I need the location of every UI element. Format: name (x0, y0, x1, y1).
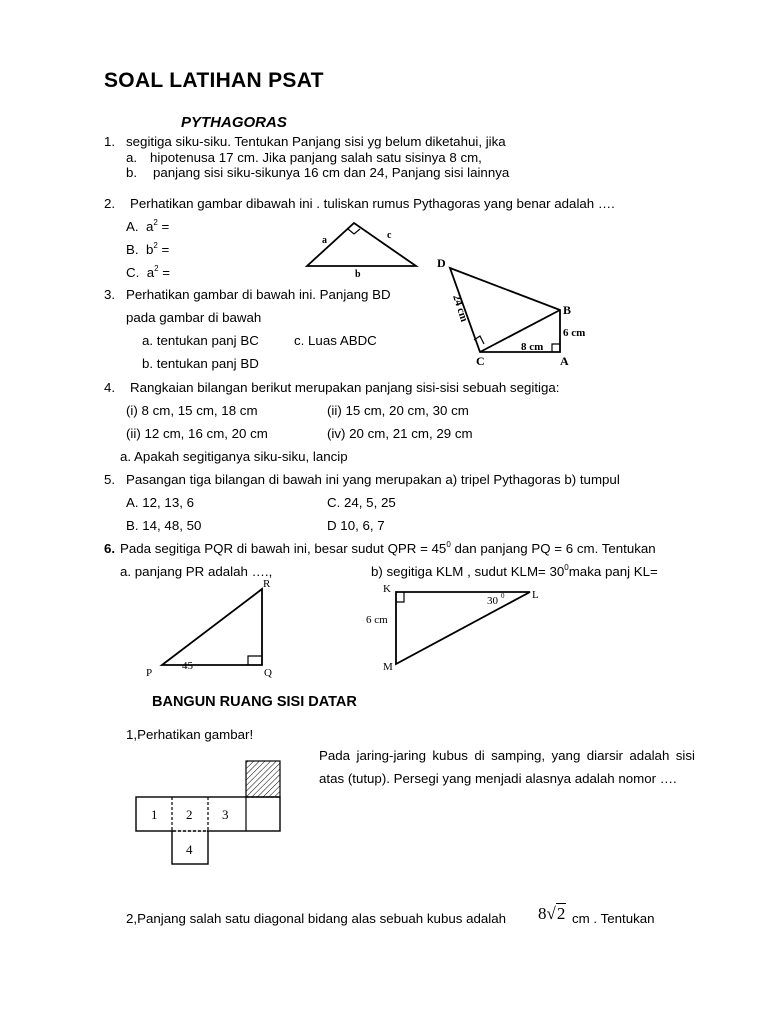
option-label: C. (126, 265, 140, 280)
q3-b: b. tentukan panj BD (142, 356, 259, 371)
b1-paragraph: Pada jaring-jaring kubus di samping, yang diarsir adalah sisi atas (tutup). Persegi yang menjadi alasnya adalah nomor …. (319, 748, 695, 786)
angle-label-30: 30 (487, 595, 498, 607)
q6-text (120, 541, 656, 556)
q5-option-a: A. 12, 13, 6 (126, 495, 195, 510)
q6-b-pre: b) segitiga KLM , sudut KLM= 30 (371, 564, 565, 579)
q1-a-text: hipotenusa 17 cm. Jika panjang salah satu sisinya 8 cm, (150, 150, 482, 165)
side-label-a: a (322, 235, 327, 246)
option-eq: = (161, 219, 170, 234)
q4-item-iv: (iv) 20 cm, 21 cm, 29 cm (327, 426, 473, 441)
q4-question-a: a. Apakah segitiganya siku-siku, lancip (120, 449, 348, 464)
q1-number: 1. (104, 134, 116, 149)
triangle-pqr (162, 589, 262, 665)
q4-item-iii: (ii) 12 cm, 16 cm, 20 cm (126, 426, 268, 441)
triangle-klm (396, 592, 530, 664)
q1-b-label: b. (126, 165, 138, 180)
q4-text: Rangkaian bilangan berikut merupakan panjang sisi-sisi sebuah segitiga: (130, 380, 560, 395)
right-angle-mark-k (396, 592, 404, 602)
q2-triangle-figure (302, 218, 422, 280)
vertex-q: Q (264, 667, 272, 679)
vertex-r: R (263, 578, 271, 590)
q1-b-text: panjang sisi siku-sikunya 16 cm dan 24, Panjang sisi lainnya (153, 165, 510, 180)
vertex-m: M (383, 661, 393, 673)
q6-b-post: maka panj KL= (568, 564, 658, 579)
option-var: a (145, 219, 154, 234)
degree-mark: 0 (564, 563, 569, 572)
option-eq: = (161, 242, 170, 257)
q3-quadrilateral-figure (432, 252, 592, 370)
vertex-d: D (437, 256, 446, 270)
q6-triangle-pqr (140, 576, 290, 680)
radicand: 2 (556, 904, 566, 923)
q2-option-b (126, 242, 169, 257)
q6-triangle-klm (362, 580, 552, 674)
vertex-k: K (383, 583, 391, 595)
section-heading-bangun-ruang: BANGUN RUANG SISI DATAR (152, 694, 357, 710)
q6-b (371, 564, 658, 579)
q4-item-ii: (ii) 15 cm, 20 cm, 30 cm (327, 403, 469, 418)
option-exp: 2 (153, 218, 158, 227)
q5-text: Pasangan tiga bilangan di bawah ini yang merupakan a) tripel Pythagoras b) tumpul (126, 472, 620, 487)
b1-label: 1,Perhatikan gambar! (126, 727, 254, 742)
b2-text-pre: 2,Panjang salah satu diagonal bidang alas sebuah kubus adalah (126, 911, 507, 926)
q2-text: Perhatikan gambar dibawah ini . tuliskan rumus Pythagoras yang benar adalah …. (130, 196, 615, 211)
option-eq: = (162, 265, 171, 280)
vertex-b: B (563, 303, 572, 317)
q2-number: 2. (104, 196, 116, 211)
q4-item-i: (i) 8 cm, 15 cm, 18 cm (126, 403, 258, 418)
face-label-1: 1 (151, 807, 158, 822)
q6-text-post: dan panjang PQ = 6 cm. Tentukan (450, 541, 656, 556)
label-6cm: 6 cm (563, 327, 586, 339)
q3-line1: Perhatikan gambar di bawah ini. Panjang BD (126, 287, 391, 302)
face-label-3: 3 (222, 807, 229, 822)
q5-option-d: D 10, 6, 7 (327, 518, 385, 533)
q3-diagonal-cb (480, 310, 560, 352)
angle-label-45: 45 (182, 660, 193, 672)
radical-coefficient: 8 (538, 904, 547, 923)
option-var: a (146, 265, 155, 280)
b2-radical (538, 904, 566, 924)
q3-c: c. Luas ABDC (294, 333, 377, 348)
label-8cm: 8 cm (521, 341, 544, 353)
vertex-a: A (560, 354, 569, 368)
q5-number: 5. (104, 472, 116, 487)
vertex-l: L (532, 589, 539, 601)
side-label-c: c (387, 230, 392, 241)
q3-number: 3. (104, 287, 116, 302)
option-exp: 2 (153, 241, 158, 250)
page-title: SOAL LATIHAN PSAT (104, 69, 324, 92)
label-24cm: 24 cm (450, 293, 471, 324)
q2-option-a (126, 219, 169, 234)
side-label-6cm: 6 cm (366, 614, 388, 626)
q5-option-c: C. 24, 5, 25 (327, 495, 396, 510)
q6-a: a. panjang PR adalah …., (120, 564, 273, 579)
section-heading-pythagoras: PYTHAGORAS (181, 114, 287, 131)
right-angle-mark (348, 229, 360, 234)
q3-line2: pada gambar di bawah (126, 310, 262, 325)
right-angle-mark-a (552, 344, 560, 352)
side-label-b: b (355, 269, 361, 280)
option-label: A. (126, 219, 139, 234)
face-label-2: 2 (186, 807, 193, 822)
q5-option-b: B. 14, 48, 50 (126, 518, 202, 533)
face-label-4: 4 (186, 842, 193, 857)
q1-text: segitiga siku-siku. Tentukan Panjang sisi yg belum diketahui, jika (126, 134, 506, 149)
q6-text-pre: Pada segitiga PQR di bawah ini, besar sudut QPR = 45 (120, 541, 447, 556)
option-exp: 2 (154, 264, 159, 273)
right-angle-mark-q (248, 656, 262, 665)
q3-a: a. tentukan panj BC (142, 333, 259, 348)
degree-mark: 0 (446, 540, 451, 549)
shaded-top-face (246, 761, 280, 797)
vertex-p: P (146, 667, 153, 679)
q2-option-c (126, 265, 170, 280)
b2-text-post: cm . Tentukan (572, 911, 655, 926)
angle-degree-mark: 0 (501, 592, 505, 600)
q6-number: 6. (104, 541, 116, 556)
cube-net-figure (132, 758, 282, 866)
option-var: b (145, 242, 154, 257)
vertex-c: C (476, 354, 485, 368)
q1-a-label: a. (126, 150, 138, 165)
q4-number: 4. (104, 380, 116, 395)
option-label: B. (126, 242, 139, 257)
radical-sign: √ (546, 904, 556, 923)
